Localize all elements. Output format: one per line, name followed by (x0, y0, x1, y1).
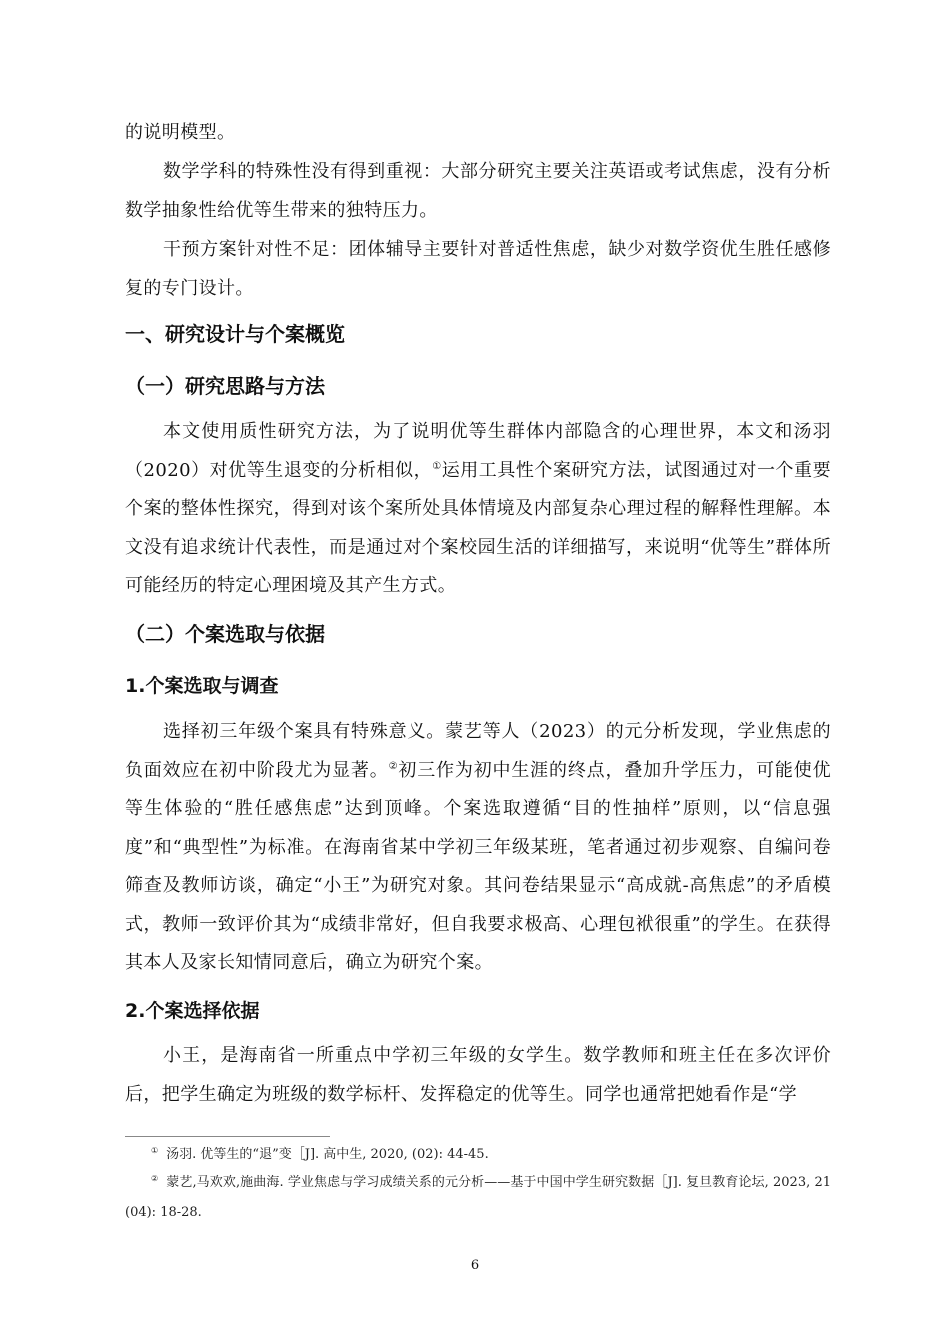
paragraph-case-selection-text-b: 初三作为初中生涯的终点，叠加升学压力，可能使优等生体验的“胜任感焦虑”达到顶峰。个案选取遵循“目的性抽样”原则，以“信息强度”和“典型性”为标准。在海南省某中学初三年级某班，笔者通过初步观察、自编问卷筛查及教师访谈，确定“小王”为研究对象。其问卷结果显示“高成就-高焦虑”的矛盾模式，教师一致评价其为“成绩非常好，但自我要求极高、心理包袱很重”的学生。在获得其本人及家长知情同意后，确立为研究个案。 (125, 759, 831, 973)
paragraph-intervention: 干预方案针对性不足：团体辅导主要针对普适性焦虑，缺少对数学资优生胜任感修复的专门设计。 (125, 239, 831, 299)
footnote-1 (125, 1140, 831, 1170)
section-heading-research-design: 一、研究设计与个案概览 (125, 322, 345, 346)
paragraph-case-selection-text-a: 选择初三年级个案具有特殊意义。蒙艺等人（2023）的元分析发现，学业焦虑的负面效应在初中阶段尤为显著。 (125, 721, 831, 781)
page-number: 6 (470, 1258, 480, 1273)
footnote-1-text: 汤羽. 优等生的“退”变［J]. 高中生, 2020, (02): 44-45. (166, 1147, 489, 1162)
paragraph-method (125, 413, 831, 606)
footnote-ref-1[interactable]: ① (432, 460, 442, 472)
paragraph-continuation: 的说明模型。 (125, 122, 236, 143)
paragraph-method-text-b: 运用工具性个案研究方法，试图通过对一个重要个案的整体性探究，得到对该个案所处具体情境及内部复杂心理过程的解释性理解。本文没有追求统计代表性，而是通过对个案校园生活的详细描写，来说明“优等生”群体所可能经历的特定心理困境及其产生方式。 (125, 459, 831, 596)
subsection-heading-method: （一）研究思路与方法 (125, 374, 325, 398)
footnote-1-mark: ① (151, 1145, 159, 1155)
footnote-2-text: 蒙艺,马欢欢,施曲海. 学业焦虑与学习成绩关系的元分析——基于中国中学生研究数据［J]. 复旦教育论坛, 2023, 21 (04): 18-28. (125, 1175, 831, 1220)
footnote-ref-2[interactable]: ② (388, 760, 399, 772)
footnote-2-mark: ② (151, 1173, 159, 1183)
paragraph-math-specificity: 数学学科的特殊性没有得到重视：大部分研究主要关注英语或考试焦虑，没有分析数学抽象性给优等生带来的独特压力。 (125, 161, 831, 221)
footnote-2 (125, 1168, 831, 1228)
subsection-heading-case-selection: （二）个案选取与依据 (125, 622, 325, 646)
paragraph-method-text-a: 本文使用质性研究方法，为了说明优等生群体内部隐含的心理世界，本文和汤羽（2020）对优等生退变的分析相似， (125, 421, 831, 481)
footnote-divider (125, 1136, 330, 1137)
heading-case-basis: 2.个案选择依据 (125, 1000, 260, 1022)
paragraph-case-selection (125, 713, 831, 983)
paragraph-case-basis: 小王，是海南省一所重点中学初三年级的女学生。数学教师和班主任在多次评价后，把学生确定为班级的数学标杆、发挥稳定的优等生。同学也通常把她看作是“学 (125, 1045, 831, 1105)
heading-case-selection-survey: 1.个案选取与调查 (125, 675, 279, 697)
